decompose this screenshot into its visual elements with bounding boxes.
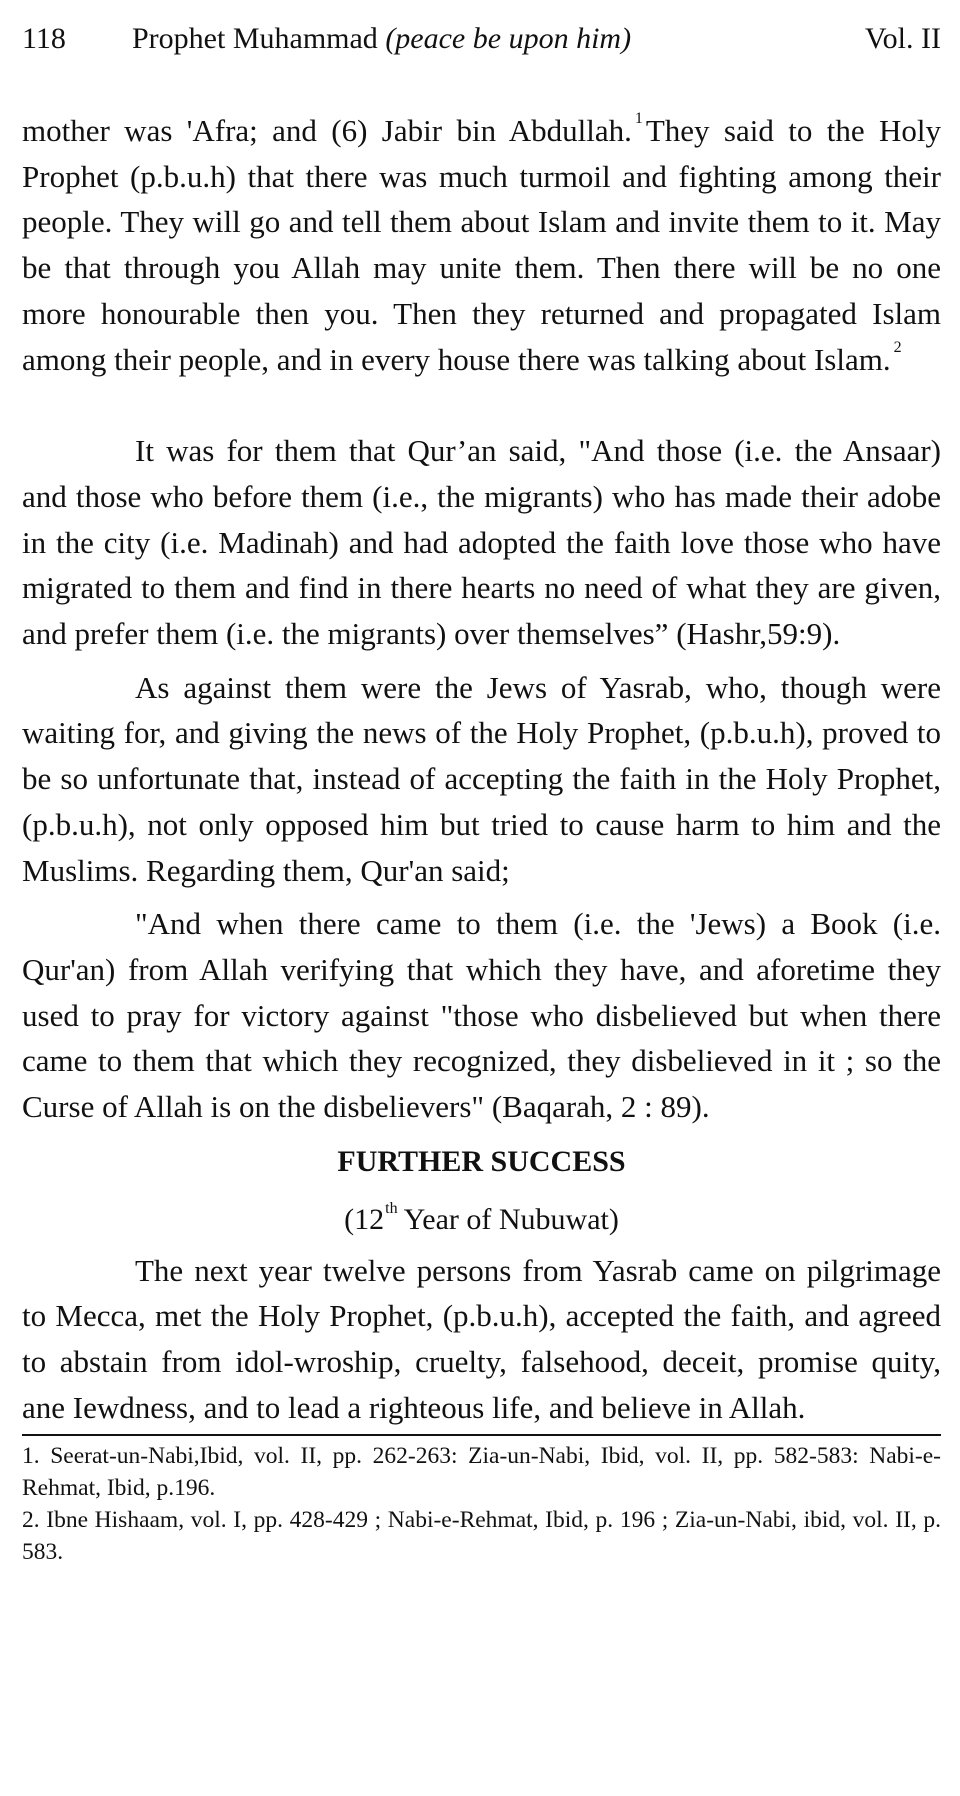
footnote-2: 2. Ibne Hishaam, vol. I, pp. 428-429 ; Nabi-e-Rehmat, Ibid, p. 196 ; Zia-un-Nabi, ibid, vol. II, p. 583.	[22, 1506, 941, 1565]
footnotes	[22, 1440, 941, 1568]
paragraph-1	[22, 108, 941, 382]
running-title-italic: (peace be upon him)	[385, 22, 632, 55]
paragraph-spacer	[22, 382, 941, 428]
footnote-ref-2: 2	[893, 338, 902, 356]
running-title-main: Prophet Muhammad	[132, 22, 378, 55]
page-number: 118	[22, 22, 66, 55]
paragraph-spacer	[22, 657, 941, 665]
paragraph-spacer	[22, 893, 941, 901]
paragraph-1-text-continued: They said to the Holy Prophet (p.b.u.h) that there was much turmoil and fighting among their people. They will go and tell them about Islam and invite them to it. May be that through you Allah may unite them. Then there will be no one more honourable then you. Then they returned and propagated Islam among their people, and in every house there was talking about Islam.	[22, 113, 941, 377]
subheading-superscript: th	[385, 1199, 398, 1217]
paragraph-1-text: mother was 'Afra; and (6) Jabir bin Abdullah.	[22, 113, 632, 148]
footnote-divider	[22, 1434, 941, 1436]
paragraph-3: As against them were the Jews of Yasrab, who, though were waiting for, and giving the news of the Holy Prophet, (p.b.u.h), proved to be so unfortunate that, instead of accepting the faith in the Holy Prophet, (p.b.u.h), not only opposed him but tried to cause harm to him and the Muslims. Regarding them, Qur'an said;	[22, 669, 941, 888]
running-title	[132, 14, 865, 64]
paragraph-2: It was for them that Qur’an said, "And those (i.e. the Ansaar) and those who before them (i.e., the migrants) who has made their adobe in the city (i.e. Madinah) and had adopted the faith love those who have migrated to them and find in there hearts no need of what they are given, and prefer them (i.e. the migrants) over themselves” (Hashr,59:9).	[22, 433, 941, 652]
section-heading: FURTHER SUCCESS	[337, 1144, 626, 1178]
body-text	[22, 108, 941, 1431]
subheading-open: (12	[344, 1202, 385, 1236]
volume-label: Vol. II	[864, 22, 941, 55]
footnote-ref-1: 1	[634, 110, 643, 127]
subheading-rest: Year of Nubuwat)	[403, 1202, 619, 1236]
section-subheading	[22, 1198, 941, 1242]
footnote-1: 1. Seerat-un-Nabi,Ibid, vol. II, pp. 262-263: Zia-un-Nabi, Ibid, vol. II, pp. 582-583: Nabi-e-Rehmat, Ibid, p.196.	[22, 1442, 941, 1501]
paragraph-5: The next year twelve persons from Yasrab came on pilgrimage to Mecca, met the Holy Prophet, (p.b.u.h), accepted the faith, and agreed to abstain from idol-wroship, cruelty, falsehood, deceit, promise quity, ane Iewdness, and to lead a righteous life, and believe in Allah.	[22, 1252, 941, 1425]
paragraph-4: "And when there came to them (i.e. the 'Jews) a Book (i.e. Qur'an) from Allah verifying that which they have, and aforetime they used to pray for victory against "those who disbelieved but when there came to them that which they recognized, they disbelieved in it ; so the Curse of Allah is on the disbelievers" (Baqarah, 2 : 89).	[22, 906, 941, 1125]
page-header	[22, 14, 941, 64]
